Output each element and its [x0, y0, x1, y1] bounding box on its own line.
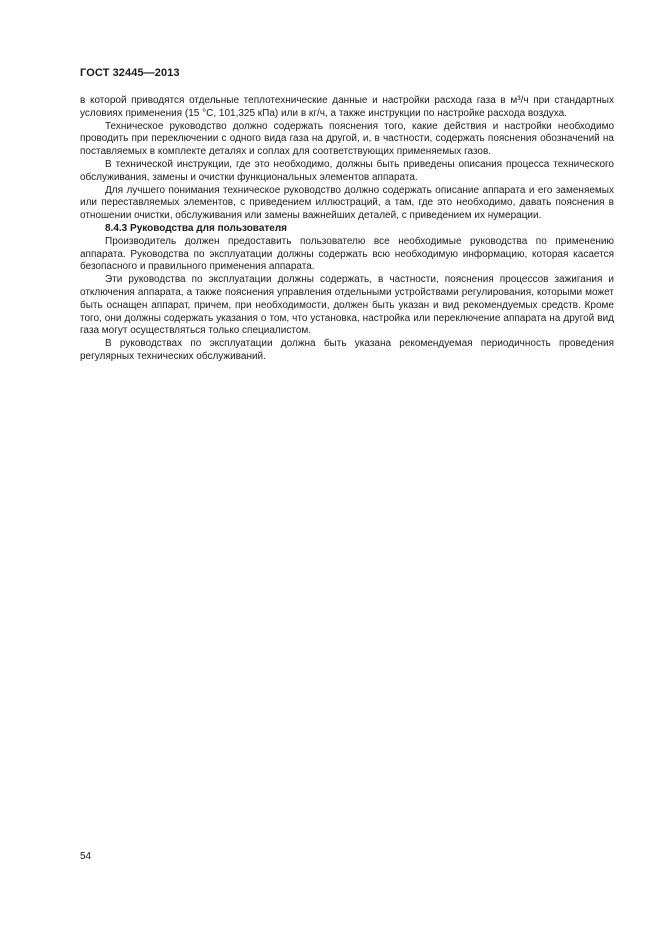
paragraph-description: Для лучшего понимания техническое руководство должно содержать описание аппарата и его заменяемых или переставляемых элементов, с приведением иллюстраций, а там, где это необходимо, давать пояснения в отношении очистки, обслуживания или замены важнейших деталей, с приведением их нумерации.	[80, 184, 614, 222]
paragraph-gas-switching: Техническое руководство должно содержать пояснения того, какие действия и настройки необходимо проводить при переключении с одного вида газа на другой, и, в частности, содержать пояснения обозначений на поставляемых в комплекте деталях и соплах для соответствующих применяемых газов.	[80, 120, 614, 158]
paragraph-maintenance: В технической инструкции, где это необходимо, должны быть приведены описания процесса технического обслуживания, замены и очистки функциональных элементов аппарата.	[80, 158, 614, 183]
paragraph-manufacturer: Производитель должен предоставить пользователю все необходимые руководства по применению аппарата. Руководства по эксплуатации должны содержать всю необходимую информацию, которая касается безопасного и правильного применения аппарата.	[80, 235, 614, 273]
document-body	[80, 95, 614, 364]
paragraph-periodicity: В руководствах по эксплуатации должна быть указана рекомендуемая периодичность проведения регулярных технических обслуживаний.	[80, 338, 614, 362]
paragraph-operation: Эти руководства по эксплуатации должны содержать, в частности, пояснения процессов зажигания и отключения аппарата, а также пояснения управления отдельными устройствами регулирования, которыми может быть оснащен аппарат, причем, при необходимости, должен быть указан и вид рекомендуемых средств. Кроме того, они должны содержать указания о том, что установка, настройка или переключение аппарата на другой вид газа могут осуществляться только специалистом.	[80, 274, 614, 337]
paragraph-continuation: в которой приводятся отдельные теплотехнические данные и настройки расхода газа в м³/ч при стандартных условиях применения (15 °С, 101,325 кПа) или в кг/ч, а также инструкции по настройке расхода воздуха.	[80, 95, 614, 119]
section-heading: 8.4.3 Руководства для пользователя	[105, 222, 288, 234]
document-header: ГОСТ 32445—2013	[80, 67, 180, 79]
page-number: 54	[80, 851, 92, 862]
